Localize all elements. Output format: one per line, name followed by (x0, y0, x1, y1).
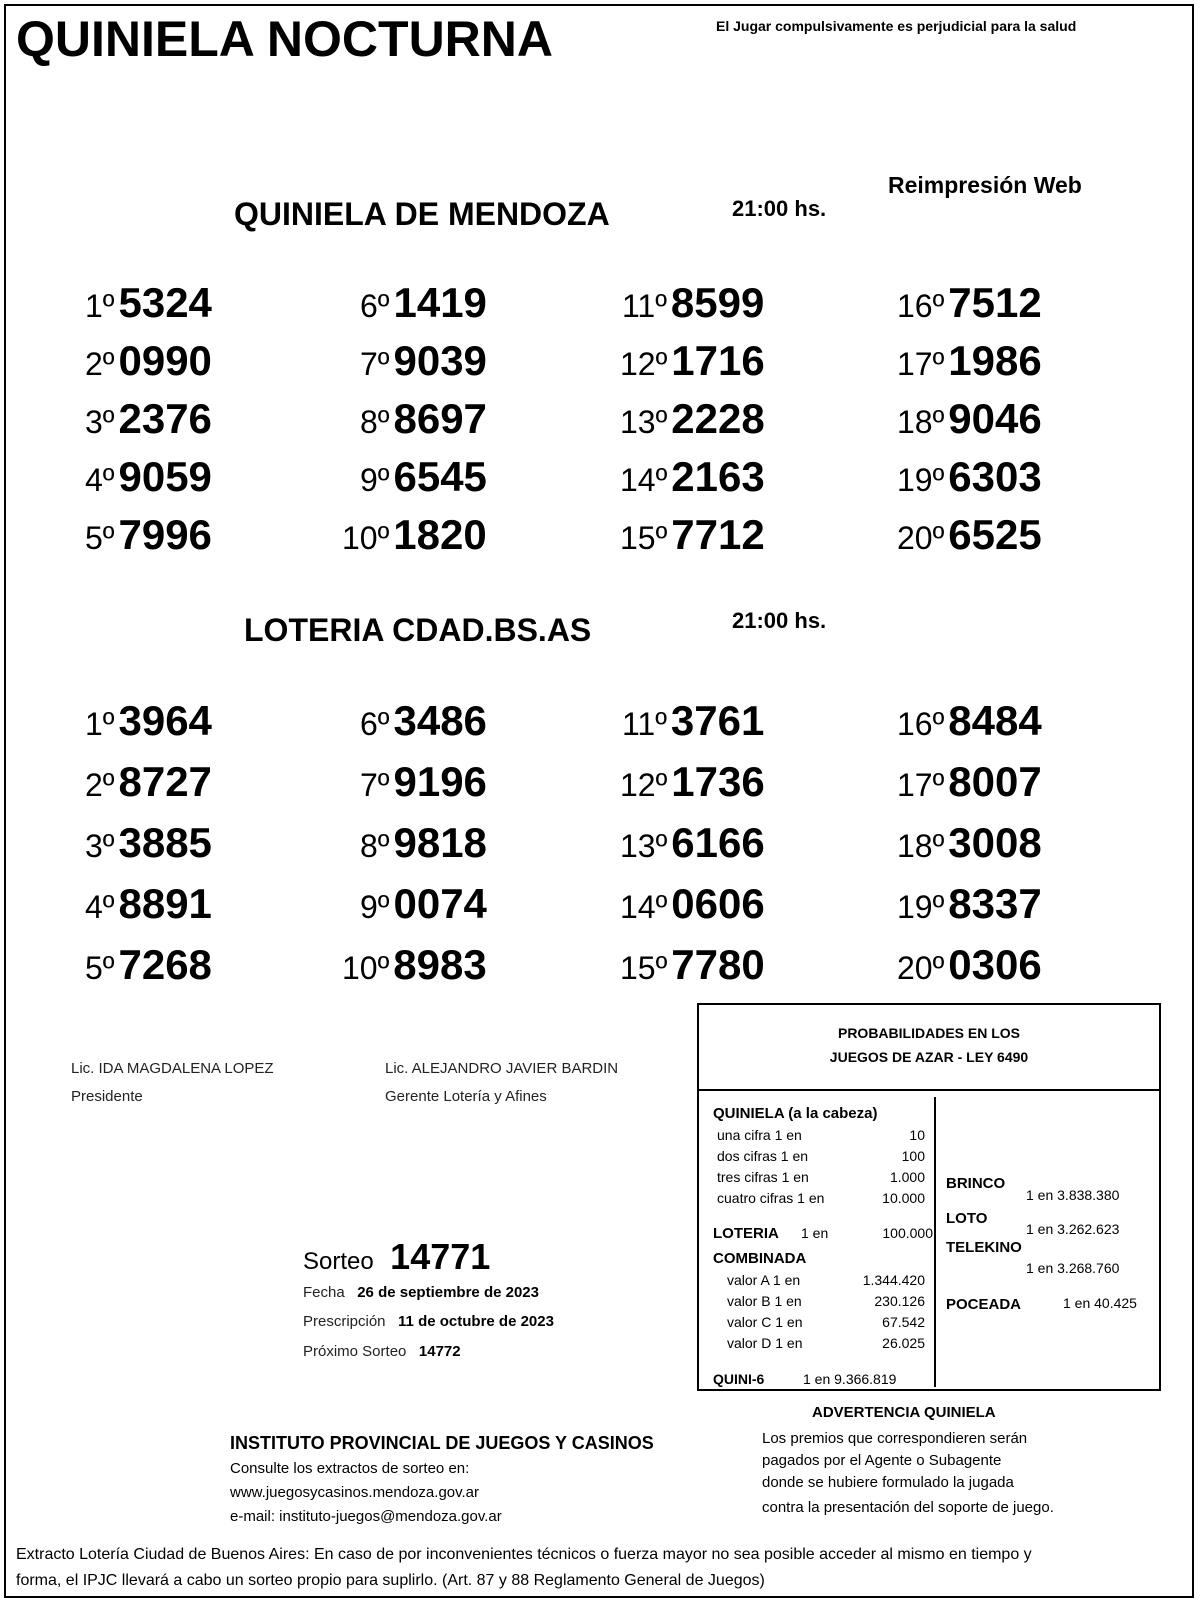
advertencia-line: Los premios que correspondieren serán (762, 1430, 1028, 1447)
result-number: 8727 (118, 758, 212, 805)
result-number: 5324 (118, 279, 212, 326)
sorteo-label: Sorteo (303, 1248, 374, 1275)
section-time-loteria: 21:00 hs. (732, 608, 827, 633)
prob-row-value: 26.025 (882, 1335, 925, 1351)
prob-row-label: valor A 1 en (727, 1272, 801, 1288)
result-position: 5º (85, 520, 115, 556)
result-item (620, 511, 847, 558)
result-item (897, 819, 1124, 866)
result-number: 1736 (671, 758, 765, 805)
result-item (897, 880, 1124, 927)
prob-row-label: valor D 1 en (727, 1335, 803, 1351)
result-position: 3º (85, 828, 115, 864)
result-position: 11º (622, 288, 667, 324)
result-position: 19º (897, 889, 945, 925)
result-item (897, 279, 1124, 326)
result-number: 2163 (671, 453, 765, 500)
result-item (85, 941, 294, 988)
result-number: 9046 (948, 395, 1042, 442)
result-item (620, 453, 847, 500)
result-item (85, 279, 294, 326)
result-item (342, 941, 569, 988)
result-item (360, 758, 569, 805)
result-item (85, 697, 294, 744)
result-number: 2228 (671, 395, 765, 442)
prob-brinco-label: BRINCO (946, 1175, 1006, 1192)
result-position: 5º (85, 950, 115, 986)
section-time-mendoza: 21:00 hs. (732, 196, 827, 221)
prob-row-value: 230.126 (874, 1293, 925, 1309)
prob-row-label: una cifra 1 en (717, 1127, 802, 1143)
result-position: 11º (622, 706, 667, 742)
result-position: 10º (342, 520, 390, 556)
advertencia-title: ADVERTENCIA QUINIELA (812, 1404, 996, 1421)
result-item (897, 697, 1124, 744)
result-number: 9196 (393, 758, 487, 805)
prob-row-value: 1.000 (889, 1169, 925, 1185)
result-position: 2º (85, 346, 115, 382)
result-number: 7780 (671, 941, 765, 988)
prob-row-label: tres cifras 1 en (717, 1169, 809, 1185)
result-position: 16º (897, 706, 945, 742)
prescripcion-value: 11 de octubre de 2023 (398, 1313, 554, 1330)
institute-name: INSTITUTO PROVINCIAL DE JUEGOS Y CASINOS (230, 1433, 654, 1453)
result-position: 3º (85, 404, 115, 440)
section-title-mendoza: QUINIELA DE MENDOZA (234, 196, 610, 232)
result-item (85, 880, 294, 927)
result-position: 13º (620, 828, 668, 864)
sorteo-number: 14771 (390, 1236, 491, 1277)
result-position: 20º (897, 950, 945, 986)
probabilities-box (697, 1003, 1161, 1391)
result-number: 7512 (948, 279, 1042, 326)
signature-left (71, 1055, 274, 1111)
signature-left-role: Presidente (71, 1088, 143, 1105)
result-position: 13º (620, 404, 668, 440)
result-position: 1º (85, 706, 115, 742)
result-number: 6303 (948, 453, 1042, 500)
prob-telekino-label: TELEKINO (946, 1239, 1022, 1256)
result-number: 7712 (671, 511, 765, 558)
result-position: 6º (360, 706, 390, 742)
result-position: 15º (620, 950, 668, 986)
prob-loto-label: LOTO (946, 1210, 988, 1227)
result-number: 8007 (948, 758, 1042, 805)
result-number: 1986 (948, 337, 1042, 384)
result-number: 2376 (118, 395, 212, 442)
result-item (622, 279, 847, 326)
result-item (360, 279, 569, 326)
proximo-line (303, 1343, 461, 1360)
result-item (620, 941, 847, 988)
result-number: 1820 (393, 511, 487, 558)
result-item (85, 395, 294, 442)
result-number: 0606 (671, 880, 765, 927)
result-number: 7268 (118, 941, 212, 988)
result-item (360, 697, 569, 744)
result-item (897, 941, 1124, 988)
result-item (360, 453, 569, 500)
result-item (85, 819, 294, 866)
result-item (897, 337, 1124, 384)
result-number: 6525 (948, 511, 1042, 558)
prob-row-label: valor C 1 en (727, 1314, 803, 1330)
result-number: 7996 (118, 511, 212, 558)
page-title: QUINIELA NOCTURNA (16, 11, 554, 67)
result-position: 14º (620, 889, 668, 925)
result-number: 3008 (948, 819, 1042, 866)
result-position: 8º (360, 828, 390, 864)
advertencia-line: pagados por el Agente o Subagente (762, 1452, 1002, 1469)
result-position: 7º (360, 767, 390, 803)
result-position: 16º (897, 288, 945, 324)
result-number: 3885 (118, 819, 212, 866)
advertencia-line: donde se hubiere formulado la jugada (762, 1474, 1014, 1491)
result-number: 6166 (671, 819, 765, 866)
result-number: 3761 (670, 697, 765, 744)
probabilities-title-2: JUEGOS DE AZAR - LEY 6490 (829, 1049, 1029, 1065)
result-item (360, 337, 569, 384)
signature-right (385, 1055, 618, 1111)
institute-email-link[interactable]: e-mail: instituto-juegos@mendoza.gov.ar (230, 1508, 502, 1525)
result-item (897, 511, 1124, 558)
probabilities-header (699, 1005, 1159, 1091)
prob-loteria-en: 1 en (801, 1225, 829, 1241)
result-item (85, 453, 294, 500)
result-number: 6545 (393, 453, 487, 500)
fecha-line (303, 1284, 539, 1301)
result-position: 20º (897, 520, 945, 556)
result-position: 17º (897, 767, 945, 803)
result-number: 9039 (393, 337, 487, 384)
prob-poceada-value: 1 en 40.425 (1063, 1295, 1137, 1311)
advertencia-text (762, 1428, 1054, 1519)
result-number: 0074 (393, 880, 487, 927)
signature-right-role: Gerente Lotería y Afines (385, 1088, 547, 1105)
prob-row-label: valor B 1 en (727, 1293, 802, 1309)
result-position: 9º (360, 889, 390, 925)
prob-row-value: 10 (909, 1127, 925, 1143)
probabilities-title-1: PROBABILIDADES EN LOS (837, 1025, 1020, 1041)
result-number: 8599 (670, 279, 765, 326)
prob-row-value: 100 (901, 1148, 925, 1164)
result-number: 0990 (118, 337, 212, 384)
section-title-loteria: LOTERIA CDAD.BS.AS (244, 612, 592, 648)
prob-loteria-value: 100.000 (882, 1225, 933, 1241)
advertencia-line: contra la presentación del soporte de juego. (762, 1499, 1054, 1516)
result-number: 0306 (948, 941, 1042, 988)
result-position: 14º (620, 462, 668, 498)
result-item (620, 395, 847, 442)
result-position: 9º (360, 462, 390, 498)
result-position: 18º (897, 828, 945, 864)
signature-right-name: Lic. ALEJANDRO JAVIER BARDIN (385, 1060, 619, 1077)
result-item (620, 337, 847, 384)
result-number: 8891 (118, 880, 212, 927)
result-number: 9059 (118, 453, 212, 500)
institute-website-link[interactable]: www.juegosycasinos.mendoza.gov.ar (230, 1484, 480, 1501)
result-item (85, 758, 294, 805)
prob-telekino-value: 1 en 3.268.760 (1026, 1260, 1120, 1276)
prob-quini6-value: 1 en 9.366.819 (803, 1371, 897, 1387)
prob-row-value: 1.344.420 (862, 1272, 925, 1288)
health-warning: El Jugar compulsivamente es perjudicial para la salud (716, 18, 1077, 34)
institute-consult-text: Consulte los extractos de sorteo en: (230, 1460, 470, 1477)
result-position: 18º (897, 404, 945, 440)
result-item (342, 511, 569, 558)
fecha-value: 26 de septiembre de 2023 (357, 1284, 539, 1301)
result-number: 8697 (393, 395, 487, 442)
result-position: 17º (897, 346, 945, 382)
result-number: 1716 (671, 337, 765, 384)
prob-quiniela-label: QUINIELA (a la cabeza) (713, 1105, 878, 1122)
result-item (620, 819, 847, 866)
result-item (360, 395, 569, 442)
result-number: 8484 (948, 697, 1042, 744)
result-item (897, 758, 1124, 805)
reprint-label: Reimpresión Web (888, 172, 1082, 198)
footer-line-2: forma, el IPJC llevará a cabo un sorteo propio para suplirlo. (Art. 87 y 88 Reglamento General de Juegos) (16, 1572, 765, 1589)
result-number: 3486 (393, 697, 487, 744)
result-item (897, 453, 1124, 500)
result-position: 15º (620, 520, 668, 556)
prob-brinco-value: 1 en 3.838.380 (1026, 1187, 1120, 1203)
signature-left-name: Lic. IDA MAGDALENA LOPEZ (71, 1060, 274, 1077)
result-position: 7º (360, 346, 390, 382)
result-number: 1419 (393, 279, 487, 326)
result-position: 10º (342, 950, 390, 986)
probabilities-divider (934, 1097, 936, 1387)
result-number: 9818 (393, 819, 487, 866)
prob-row-value: 67.542 (882, 1314, 925, 1330)
result-position: 8º (360, 404, 390, 440)
sorteo-block (303, 1236, 490, 1278)
result-item (622, 697, 847, 744)
footer-note (16, 1542, 1032, 1594)
result-item (360, 880, 569, 927)
prob-row-value: 10.000 (882, 1190, 925, 1206)
prob-loteria-label: LOTERIA (713, 1225, 779, 1242)
proximo-label: Próximo Sorteo (303, 1343, 407, 1360)
result-position: 12º (620, 767, 668, 803)
prescripcion-line (303, 1313, 554, 1330)
prob-quini6-label: QUINI-6 (713, 1371, 765, 1387)
result-position: 2º (85, 767, 115, 803)
footer-line-1: Extracto Lotería Ciudad de Buenos Aires: En caso de por inconvenientes técnicos o fuerza mayor no sea posible acceder al mismo en tiempo y (16, 1546, 1032, 1563)
result-position: 4º (85, 889, 115, 925)
result-position: 1º (85, 288, 115, 324)
result-position: 19º (897, 462, 945, 498)
fecha-label: Fecha (303, 1284, 345, 1301)
result-number: 3964 (118, 697, 212, 744)
result-position: 6º (360, 288, 390, 324)
prob-row-label: dos cifras 1 en (717, 1148, 809, 1164)
prob-loto-value: 1 en 3.262.623 (1026, 1221, 1120, 1237)
result-number: 8337 (948, 880, 1042, 927)
result-position: 4º (85, 462, 115, 498)
result-number: 8983 (393, 941, 487, 988)
proximo-value: 14772 (418, 1343, 461, 1360)
result-item (897, 395, 1124, 442)
result-position: 12º (620, 346, 668, 382)
result-item (620, 880, 847, 927)
prob-combinada-label: COMBINADA (713, 1250, 807, 1267)
result-item (85, 511, 294, 558)
result-item (360, 819, 569, 866)
result-item (85, 337, 294, 384)
institute-info (230, 1457, 502, 1529)
prob-poceada-label: POCEADA (946, 1296, 1022, 1313)
prescripcion-label: Prescripción (303, 1313, 386, 1330)
prob-row-label: cuatro cifras 1 en (717, 1190, 825, 1206)
result-item (620, 758, 847, 805)
